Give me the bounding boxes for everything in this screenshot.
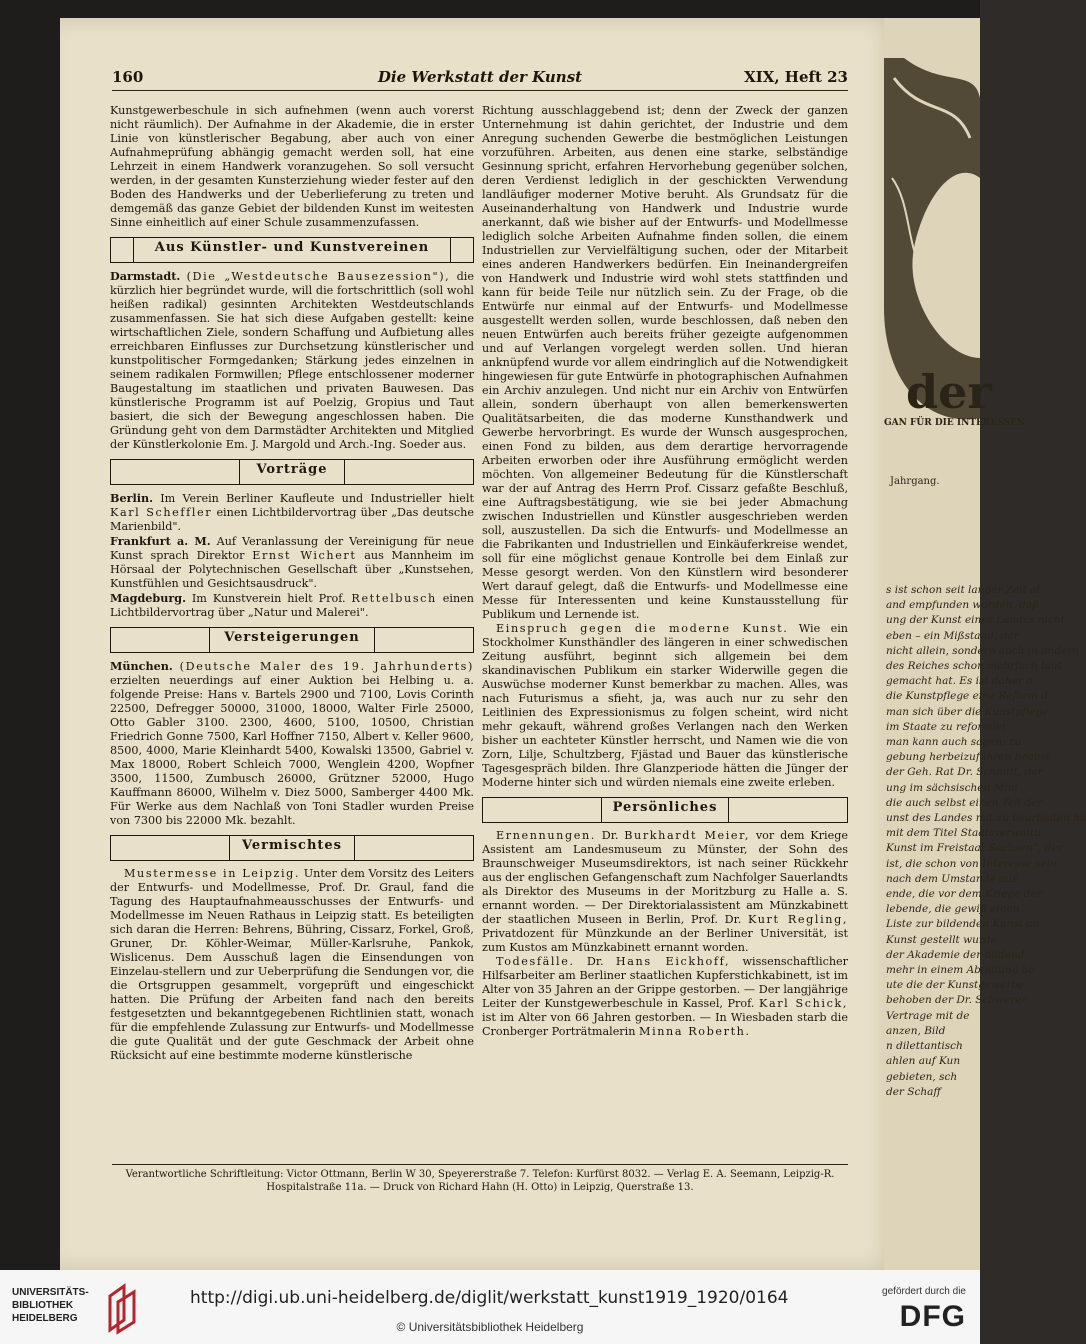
adjacent-text-line: unst des Landes mit zu bearbeiten ha <box>886 812 1086 825</box>
ornamental-title-decoration <box>884 58 1026 478</box>
running-title: Die Werkstatt der Kunst <box>377 68 583 86</box>
adjacent-text-line: mehr in einem Abteilung be <box>886 964 1035 977</box>
left-column <box>110 104 474 1063</box>
adjacent-text-line: s ist schon seit langer Zeit al <box>886 584 1040 596</box>
article-berlin: Berlin. Im Verein Berliner Kaufleute und Industrieller hielt Karl Scheffler einen Lichtbildervortrag über „Das deutsche Marienbild". <box>110 491 474 533</box>
adjacent-year-label: Jahrgang. <box>890 476 940 487</box>
article-muenchen: München. (Deutsche Maler des 19. Jahrhunderts) erzielten neuerdings auf einer Auktion bei Helbing u. a. folgende Preise: Hans v. Bartels 2900 und 7100, Lovis Corinth 22500, Defregger 50000, 31000, 18000, Walter Firle 25000, Otto Gabler 3100. 2300, 4600, 5100, 10500, Christian Friedrich Gonne 7500, Karl Hoffner 7150, Albert v. Keller 9600, 8500, 4000, Marie Kleinhardt 5400, Kowalski 13500, Gabriel v. Max 18000, Robert Schleich 7000, Wenglein 4200, Wopfner 3500, 11500, Zumbusch 26000, Grützner 52000, Hugo Kauffmann 86000, Wilhelm v. Diez 5000, Samberger 4400 Mk. Für Werke aus dem Nachlaß von Toni Stadler wurden Preise von 7300 bis 22000 Mk. bezahlt. <box>110 659 474 827</box>
adjacent-text-line: ende, die vor dem Kriege der <box>886 888 1042 901</box>
running-header <box>112 66 848 91</box>
article-frankfurt: Frankfurt a. M. Auf Veranlassung der Vereinigung für neue Kunst sprach Direktor Ernst Wichert aus Mannheim im Hörsaal der Polytechnischen Gesellschaft über „Kunstsehen, Kunstfühlen und Gesichtsausdruck". <box>110 534 474 590</box>
section-heading-label: Aus Künstler- und Kunstvereinen <box>154 240 430 255</box>
adjacent-text-line: Liste zur bildenden Kunst an <box>886 918 1040 931</box>
adjacent-text-line: behoben der Dr. Schwerer <box>886 994 1027 1007</box>
section-heading-label: Vorträge <box>256 462 328 477</box>
adjacent-text-line: nicht allein, sondern auch in andern <box>886 644 1080 657</box>
issue-label: XIX, Heft 23 <box>744 68 848 86</box>
article-mustermesse-continued: Richtung ausschlaggebend ist; denn der Zweck der ganzen Unternehmung ist dahin gerichtet, der Industrie und dem Anregung suchenden Gewerbe die bestmöglichen Leistungen vorzuführen. Arbeiten, aus denen eine starke, selbständige Gesinnung spricht, erfahren Hervorhebung gegenüber solchen, deren Verdienst lediglich in der geschickten Verwendung landläufiger moderner Motive beruht. Als Grundsatz für die Auseinanderhaltung von Handwerk und Industrie wurde anerkannt, daß wie bisher auf der Entwurfs- und Modellmesse lediglich solche Arbeiten Aufnahme finden sollen, die einem Industriellen zur Vervielfältigung suchen, oder der Mitarbeit eines anderen Handwerkers bedürfen. Ein Ineinandergreifen von Handwerk und Industrie wird wohl stets stattfinden und kann für beide Teile nur nützlich sein. Zu der Frage, ob die Entwürfe nur einmal auf der Entwurfs- und Modellmesse ausgestellt werden sollen, wurde beschlossen, daß neben den neuen Entwürfen auch bereits früher gezeigte aufgenommen und auf Verlangen vorgelegt werden sollen. Und hieran anknüpfend wurde vor allem eindringlich auf die Notwendigkeit hingewiesen für gute Entwürfe in photographischen Aufnahmen ein Archiv anzulegen. Und nicht nur ein Archiv von Entwürfen allein, sondern überhaupt von allen bemerkenswerten Qualitätsarbeiten, die das moderne Kunsthandwerk und Gewerbe hervorbringt. Es wurde der Wunsch ausgesprochen, einen Fond zu bilden, aus dem derartige hervorragende Arbeiten erworben oder ihre Ausführung ermöglicht werden möchten. Von allgemeiner Bedeutung für die Künstlerschaft war der auf Antrag des Herrn Prof. Cissarz gefaßte Beschluß, eine Auftragsbestätigung, wie sie bei jeder Abmachung zwischen Industriellen und Künstler ausgeschrieben werden soll, auszustellen. Da sich die Entwurfs- und Modellmesse an die Fabrikanten und Industriellen und Einkäuferkreise wendet, soll für eine möglichst genaue Kontrolle bei dem Einlaß zur Messe gesorgt werden. Von den Künstlern wird besonderer Wert darauf gelegt, daß die Entwurfs- und Modellmesse eine Messe für Interessenten und keine Kunstausstellung für Publikum und Lernende ist. <box>482 104 848 621</box>
adjacent-text-line: gebung herbeizuführen beabsi <box>886 751 1050 764</box>
adjacent-text-line: lebende, die gewiß einen <box>886 903 1020 916</box>
permalink-url[interactable]: http://digi.ub.uni-heidelberg.de/diglit/werkstatt_kunst1919_1920/0164 <box>190 1288 789 1308</box>
adjacent-text-line: im Staate zu reformier <box>886 720 1007 733</box>
adjacent-text-line: anzen, Bild <box>886 1024 946 1037</box>
article-magdeburg: Magdeburg. Im Kunstverein hielt Prof. Rettelbusch einen Lichtbildervortrag über „Natur und Malerei". <box>110 591 474 619</box>
article-mustermesse: Mustermesse in Leipzig. Unter dem Vorsitz des Leiters der Entwurfs- und Modellmesse, Prof. Dr. Graul, fand die Tagung des Hauptaufnahmeausschusses der Entwurfs- und Modellmesse im Neuen Rathaus in Leipzig statt. Es beteiligten sich daran die Herren: Behrens, Bühring, Cissarz, Forkel, Groß, Gruner, Dr. Köhler-Weimar, Müller-Karlsruhe, Pankok, Wislicenus. Dem Ausschuß lagen die Einsendungen von Einzelau-stellern und zur Ueberprüfung die Sendungen vor, die die Ortsgruppen gesammelt, vorgeprüft und eingeschickt hatten. Die Prüfung der Arbeiten fand nach den bereits festgesetzten und bekanntgegebenen Richtlinien statt, wonach für die empfehlende Zulassung zur Entwurfs- und Modellmesse die gute Qualität und der gute Geschmack der Arbeit ohne Rücksicht auf eine bestimmte moderne künstlerische <box>110 867 474 1062</box>
section-heading-kunstvereine <box>110 237 474 263</box>
adjacent-text-line: ist, die schon von Interesse sein <box>886 857 1057 870</box>
adjacent-text-line: ung der Kunst eines Landes nicht <box>886 614 1065 627</box>
adjacent-text-line: ute die der Kunstgewerbe <box>886 979 1025 992</box>
dfg-logo: DFG <box>899 1300 966 1333</box>
adjacent-text-line: Kunst im Freistaat Sachsen“, der <box>886 842 1063 855</box>
adjacent-text-line: gemacht hat. Es ist daher a <box>886 675 1033 688</box>
adjacent-text-line: der Akademie der bildend <box>886 948 1025 961</box>
svg-text:der: der <box>906 365 992 419</box>
adjacent-text-line: man kann auch sagen: zu <box>886 736 1022 749</box>
adjacent-text-line: der Geh. Rat Dr. Schmitt, der <box>886 766 1043 779</box>
adjacent-text-line: man sich über die Kunstpflege <box>886 705 1049 718</box>
adjacent-text-line: ahlen auf Kun <box>886 1055 961 1068</box>
adjacent-page <box>884 18 1086 1270</box>
article-ernennungen: Ernennungen. Dr. Burkhardt Meier, vor dem Kriege Assistent am Landesmuseum zu Münster, der Sohn des Braunschweiger Museumsdirektors, ist nach seiner Rückkehr aus der englischen Gefangenschaft zum Nachfolger Sauerlandts als Direktor des Museums in der Moritzburg zu Halle a. S. ernannt worden. — Der Direktorialassistent am Münzkabinett der staatlichen Museen in Berlin, Prof. Dr. Kurt Regling, Privatdozent für Münzkunde an der Berliner Universität, ist zum Kustos am Münzkabinett ernannt worden. <box>482 829 848 954</box>
imprint-line: Verantwortliche Schriftleitung: Victor Ottmann, Berlin W 30, Speyererstraße 7. Telefon: Kurfürst 8032. — Verlag E. A. Seemann, Leipzig-R. <box>125 1169 835 1180</box>
section-heading-label: Persönliches <box>612 800 718 815</box>
adjacent-banner-text: GAN FÜR DIE INTERESSEN <box>884 418 1026 428</box>
section-heading-versteigerungen <box>110 627 474 653</box>
adjacent-text-line: die auch selbst einen Teil der <box>886 796 1043 809</box>
adjacent-text-column <box>886 583 1086 1100</box>
adjacent-text-line: and empfunden worden, daß <box>886 599 1040 612</box>
section-heading-label: Versteigerungen <box>224 630 360 645</box>
copyright-notice: © Universitätsbibliothek Heidelberg <box>396 1320 584 1334</box>
library-logo-text: UNIVERSITÄTS- BIBLIOTHEK HEIDELBERG <box>12 1287 89 1324</box>
adjacent-text-line: der Schaff <box>886 1085 941 1098</box>
adjacent-text-line: des Reiches schon mehrfach laut <box>886 660 1062 673</box>
right-column <box>482 104 848 1039</box>
adjacent-text-line: n dilettantisch <box>886 1040 963 1053</box>
funding-note: gefördert durch die <box>882 1286 966 1297</box>
section-heading-vortraege <box>110 459 474 485</box>
adjacent-text-line: Vertrage mit de <box>886 1009 970 1022</box>
adjacent-text-line: eben – ein Mißstand, der <box>886 629 1019 642</box>
section-heading-label: Vermischtes <box>242 838 342 853</box>
section-heading-persoenliches <box>482 797 848 823</box>
article-einspruch: Einspruch gegen die moderne Kunst. Wie ein Stockholmer Kunsthändler des längeren in einer schwedischen Zeitung ausführt, beginnt sich allgemein bei dem skandinavischen Publikum ein starker Widerwille gegen die Auswüchse moderner Kunst bemerkbar zu machen. Alles, was nach Futurismus a sfieht, ja, was auch nur zu sehr den Leitlinien des Expressionismus zu folgen scheint, wird nicht mehr gekauft, während großes Verlangen nach den Werken bisher un eachteter Künstler herrscht, und Namen wie die von Zorn, Lilje, Schultzberg, Fjästad und Bauer das künstlerische Tagesgespräch bilden. Ihre Glanzperiode hätten die Jünger der Moderne hinter sich und würden niemals eine zweite erleben. <box>482 622 848 789</box>
adjacent-text-line: Kunst gestellt wurde <box>886 933 997 946</box>
intro-paragraph: Kunstgewerbeschule in sich aufnehmen (wenn auch vorerst nicht räumlich). Der Aufnahme in der Akademie, die in erster Linie von künstlerischer Begabung, aber auch von einer Aufnahmeprüfung abhängig gemacht werden soll, hat eine Lehrzeit in einem Handwerk voranzugehen. So soll versucht werden, in der gesamten Kunsterziehung wieder fester auf den Boden des Handwerks und der Ueberlieferung zu treten und demgemäß das ganze Gebiet der bildenden Kunst im weitesten Sinne einheitlich auf einer Schule zusammenzufassen. <box>110 104 474 229</box>
adjacent-text-line: mit dem Titel Staatsverwaltu <box>886 827 1041 840</box>
viewer-footer <box>0 1270 980 1344</box>
section-heading-vermischtes <box>110 835 474 861</box>
article-darmstadt: Darmstadt. (Die „Westdeutsche Bausezession"), die kürzlich hier begründet wurde, will die fortschrittlich (soll wohl heißen radikal) gesinnten Architekten Westdeutschlands zusammenfassen. Sie hat sich diese Aufgaben gestellt: keine wirtschaftlichen Ziele, sondern Schaffung und Aufbietung alles erreichbaren Einflusses zur Durchsetzung künstlerischer und kunstpolitischer Formgedanken; Stärkung jedes einzelnen in seinem radikalen Formwillen; Pflege entschlossener moderner Baugestaltung im staatlichen und privaten Bauwesen. Das künstlerische Programm ist auf Poelzig, Gropius und Taut basiert, die sich der Bewegung angeschlossen haben. Die Gründung geht von dem Darmstädter Architekten und Mitglied der Künstlerkolonie Em. J. Margold und Arch.-Ing. Soeder aus. <box>110 269 474 451</box>
article-todesfaelle: Todesfälle. Dr. Hans Eickhoff, wissenschaftlicher Hilfsarbeiter am Berliner staatlichen Kupferstichkabinett, ist im Alter von 35 Jahren an der Grippe gestorben. — Der langjährige Leiter der Kunstgewerbeschule in Kassel, Prof. Karl Schick, ist im Alter von 66 Jahren gestorben. — In Wiesbaden starb die Cronberger Porträtmalerin Minna Roberth. <box>482 955 849 1038</box>
imprint-line: Hospitalstraße 11a. — Druck von Richard Hahn (H. Otto) in Leipzig, Querstraße 13. <box>266 1182 694 1193</box>
adjacent-text-line: die Kunstpflege eine Reform d <box>886 690 1048 703</box>
page-number: 160 <box>112 68 144 86</box>
adjacent-text-line: gebieten, sch <box>886 1070 958 1083</box>
adjacent-text-line: nach dem Umstande aus <box>886 872 1018 885</box>
adjacent-text-line: ung im sächsischen Mini <box>886 781 1018 794</box>
imprint <box>112 1164 848 1194</box>
